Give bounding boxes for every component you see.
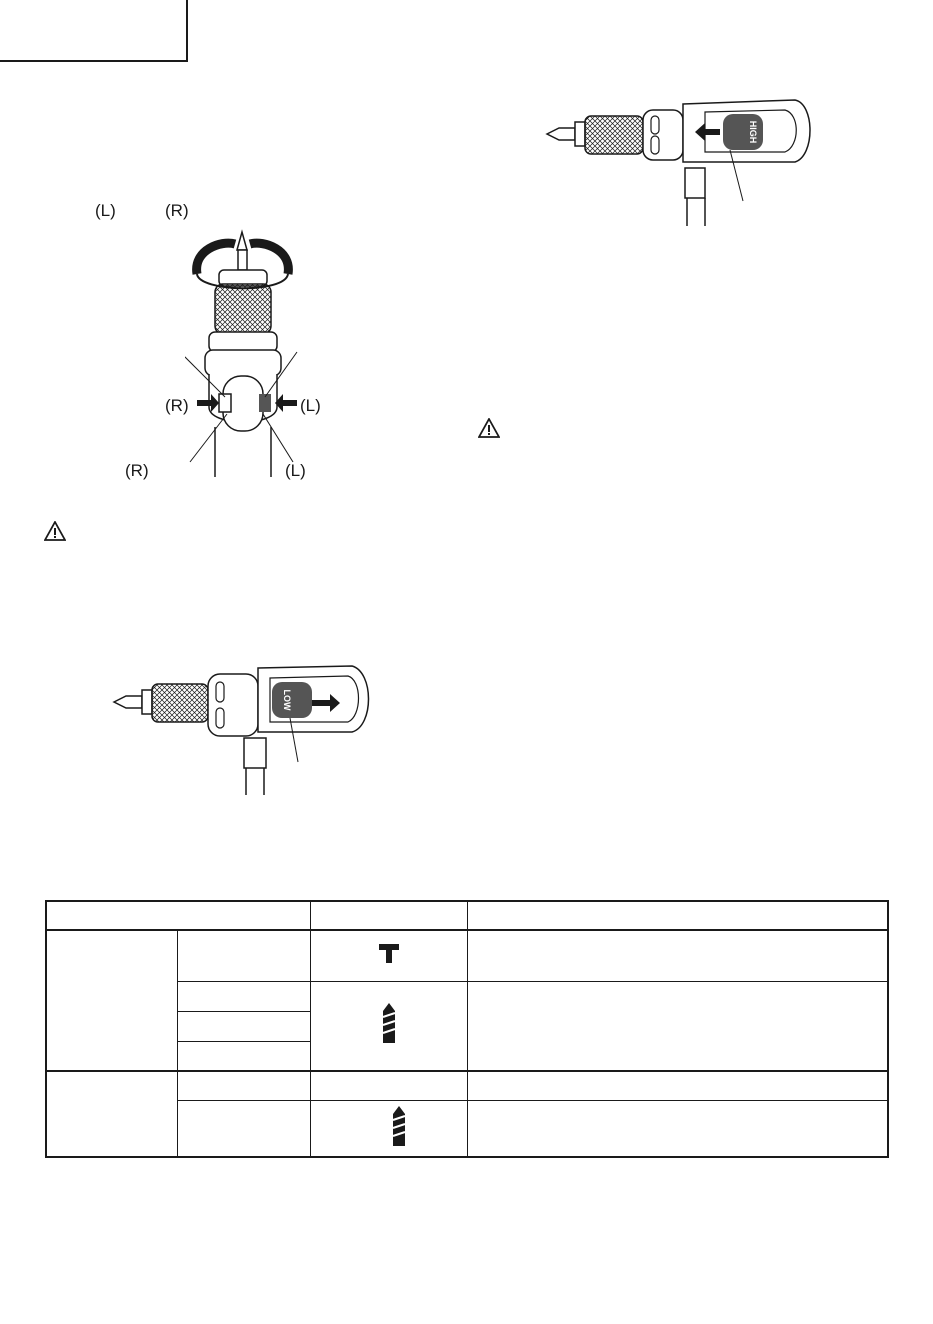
table-cell — [177, 930, 310, 981]
table-cell — [310, 1071, 467, 1100]
mode-cell-hammer — [310, 930, 467, 981]
table-row — [46, 1071, 888, 1100]
table-cell — [467, 1100, 888, 1157]
table-cell — [467, 930, 888, 981]
group-cell-1 — [46, 930, 177, 1071]
table-cell — [177, 1071, 310, 1100]
table-cell — [177, 1100, 310, 1157]
warning-triangle-icon — [44, 521, 66, 541]
hammer-mode-icon — [378, 942, 400, 964]
label-left-rotation-button: (L) — [300, 396, 321, 415]
drill-bit-icon — [382, 1003, 396, 1043]
low-switch-label: LOW — [282, 689, 292, 711]
group-cell-2 — [46, 1071, 177, 1157]
drill-bit-icon — [392, 1106, 406, 1146]
high-switch-label: HIGH — [748, 120, 758, 144]
table-cell — [177, 1011, 310, 1041]
label-left-rotation-top: (L) — [95, 201, 116, 220]
header-cell-mode — [310, 901, 467, 930]
label-right-rotation-bottom: (R) — [125, 461, 149, 480]
page-corner-tab — [0, 0, 188, 62]
table-header-row — [46, 901, 888, 930]
table-row — [46, 930, 888, 981]
mode-selection-table — [45, 900, 889, 1158]
table-cell — [177, 1041, 310, 1071]
mode-cell-drill — [310, 981, 467, 1071]
header-cell-remarks — [467, 901, 888, 930]
high-speed-switch-illustration — [545, 96, 820, 226]
header-cell-application — [46, 901, 310, 930]
warning-triangle-icon — [478, 418, 500, 438]
table-cell — [467, 981, 888, 1071]
forward-reverse-switch-illustration — [185, 222, 300, 477]
low-speed-switch-illustration — [112, 660, 377, 795]
label-left-rotation-bottom: (L) — [285, 461, 306, 480]
label-right-rotation-button: (R) — [165, 396, 189, 415]
mode-cell-drill — [310, 1100, 467, 1157]
table-cell — [467, 1071, 888, 1100]
table-cell — [177, 981, 310, 1011]
label-right-rotation-top: (R) — [165, 201, 189, 220]
